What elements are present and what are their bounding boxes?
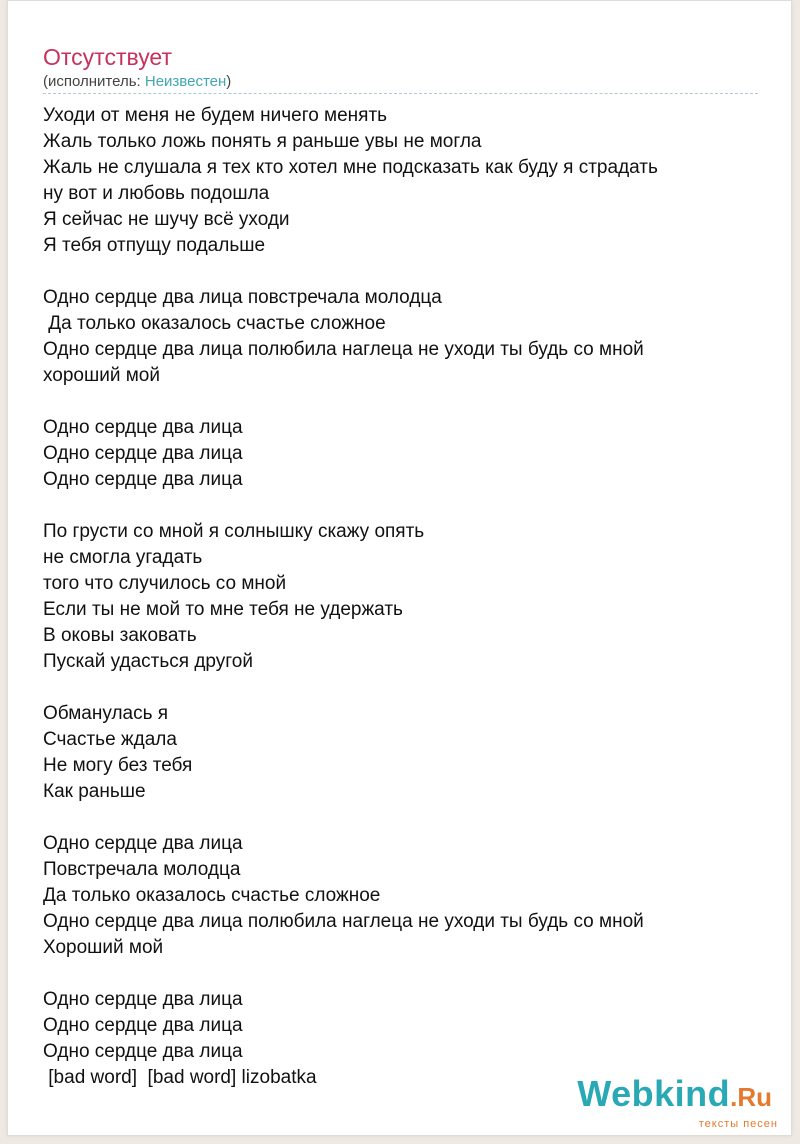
lyric-line: Одно сердце два лица — [43, 1041, 243, 1062]
artist-line — [43, 73, 231, 91]
artist-link[interactable]: Неизвестен — [144, 73, 227, 90]
lyric-line: Одно сердце два лица полюбила наглеца не уходи ты будь со мной — [43, 911, 644, 932]
song-title: Отсутствует — [43, 44, 172, 70]
lyric-line: Одно сердце два лица — [43, 1015, 243, 1036]
lyric-line: Если ты не мой то мне тебя не удержать — [43, 599, 403, 620]
lyric-line: Не могу без тебя — [43, 755, 193, 776]
lyric-line: Жаль только ложь понять я раньше увы не могла — [43, 131, 482, 152]
site-logo[interactable] — [577, 1073, 772, 1114]
lyric-line: ну вот и любовь подошла — [43, 183, 270, 204]
lyric-line: не смогла угадать — [43, 547, 203, 568]
lyrics-body — [43, 103, 763, 1091]
lyric-line: Одно сердце два лица — [43, 989, 243, 1010]
lyric-line: [bad word] [bad word] lizobatka — [43, 1067, 317, 1088]
lyric-line: Да только оказалось счастье сложное — [43, 313, 386, 334]
lyric-line: Одно сердце два лица — [43, 417, 243, 438]
logo-main-text: Webkind — [577, 1073, 731, 1114]
lyric-line: Одно сердце два лица — [43, 443, 243, 464]
lyric-line: Жаль не слушала я тех кто хотел мне подсказать как буду я страдать — [43, 157, 658, 178]
artist-prefix: (исполнитель: — [43, 73, 145, 90]
logo-tagline: тексты песен — [698, 1118, 778, 1130]
lyric-line: Одно сердце два лица — [43, 469, 243, 490]
artist-suffix: ) — [226, 73, 232, 90]
lyric-line — [43, 259, 763, 285]
lyric-line: В оковы заковать — [43, 625, 197, 646]
lyric-line: Одно сердце два лица полюбила наглеца не уходи ты будь со мной — [43, 339, 644, 360]
lyric-line: Счастье ждала — [43, 729, 177, 750]
lyric-line: Я сейчас не шучу всё уходи — [43, 209, 290, 230]
lyric-line — [43, 805, 763, 831]
lyric-line: Я тебя отпущу подальше — [43, 235, 266, 256]
lyric-line: хороший мой — [43, 365, 160, 386]
lyric-line — [43, 493, 763, 519]
lyric-line: Одно сердце два лица — [43, 833, 243, 854]
lyric-line: Пускай удасться другой — [43, 651, 253, 672]
lyric-line: Как раньше — [43, 781, 146, 802]
lyric-line: Уходи от меня не будем ничего менять — [43, 105, 388, 126]
logo-suffix: .Ru — [730, 1082, 772, 1112]
lyric-line — [43, 675, 763, 701]
lyric-line — [43, 961, 763, 987]
lyric-line: Хороший мой — [43, 937, 164, 958]
lyric-line: Одно сердце два лица повстречала молодца — [43, 287, 442, 308]
lyric-line: По грусти со мной я солнышку скажу опять — [43, 521, 425, 542]
lyric-line: Да только оказалось счастье сложное — [43, 885, 381, 906]
lyric-line: того что случилось со мной — [43, 573, 287, 594]
lyric-line: Повстречала молодца — [43, 859, 241, 880]
lyric-line — [43, 389, 763, 415]
header-divider — [43, 93, 758, 94]
lyric-line: Обманулась я — [43, 703, 169, 724]
